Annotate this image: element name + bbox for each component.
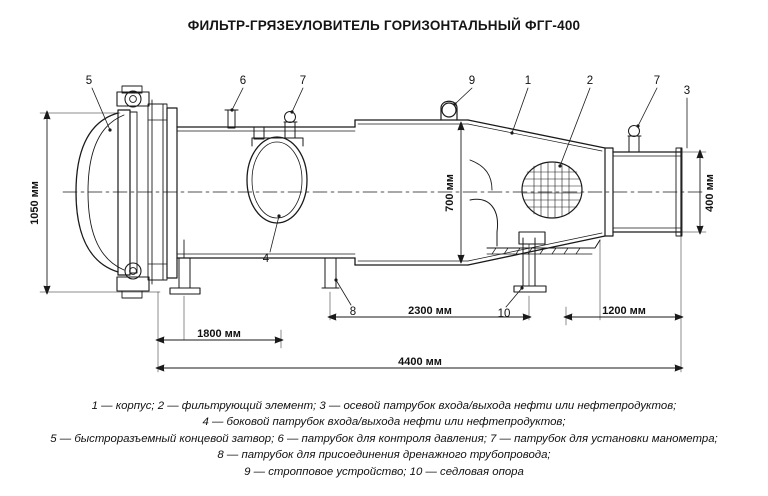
callout-7-left: 7	[299, 75, 307, 87]
callout-3: 3	[683, 85, 691, 97]
callout-10: 10	[497, 308, 511, 320]
dimension-700: 700 мм	[444, 174, 456, 212]
callout-4: 4	[262, 253, 270, 265]
legend-line-4: 8 — патрубок для присоединения дренажного трубопровода;	[217, 449, 551, 462]
callout-5: 5	[85, 75, 93, 87]
legend-line-5: 9 — стропповое устройство; 10 — седловая опора	[244, 465, 524, 478]
dimension-400: 400 мм	[704, 174, 716, 212]
callout-2: 2	[586, 75, 594, 87]
legend	[40, 398, 728, 480]
dimension-4400: 4400 мм	[398, 356, 442, 368]
callout-9: 9	[468, 75, 476, 87]
page-title: ФИЛЬТР-ГРЯЗЕУЛОВИТЕЛЬ ГОРИЗОНТАЛЬНЫЙ ФГГ-400	[187, 18, 581, 33]
legend-line-3: 5 — быстроразъемный концевой затвор; 6 — патрубок для контроля давления; 7 — патрубок для установки манометра;	[50, 432, 718, 445]
callout-8: 8	[349, 306, 357, 318]
dimension-2300: 2300 мм	[408, 305, 452, 317]
dimension-1200: 1200 мм	[602, 305, 646, 317]
legend-line-2: 4 — боковой патрубок входа/выхода нефти или нефтепродуктов;	[202, 416, 566, 429]
dimension-1050: 1050 мм	[29, 181, 41, 225]
dimension-1800: 1800 мм	[197, 328, 241, 340]
callout-7-right: 7	[653, 75, 661, 87]
callout-6: 6	[239, 75, 247, 87]
callout-1: 1	[524, 75, 532, 87]
legend-line-1: 1 — корпус; 2 — фильтрующий элемент; 3 — осевой патрубок входа/выхода нефти или нефтепродуктов;	[91, 400, 677, 412]
